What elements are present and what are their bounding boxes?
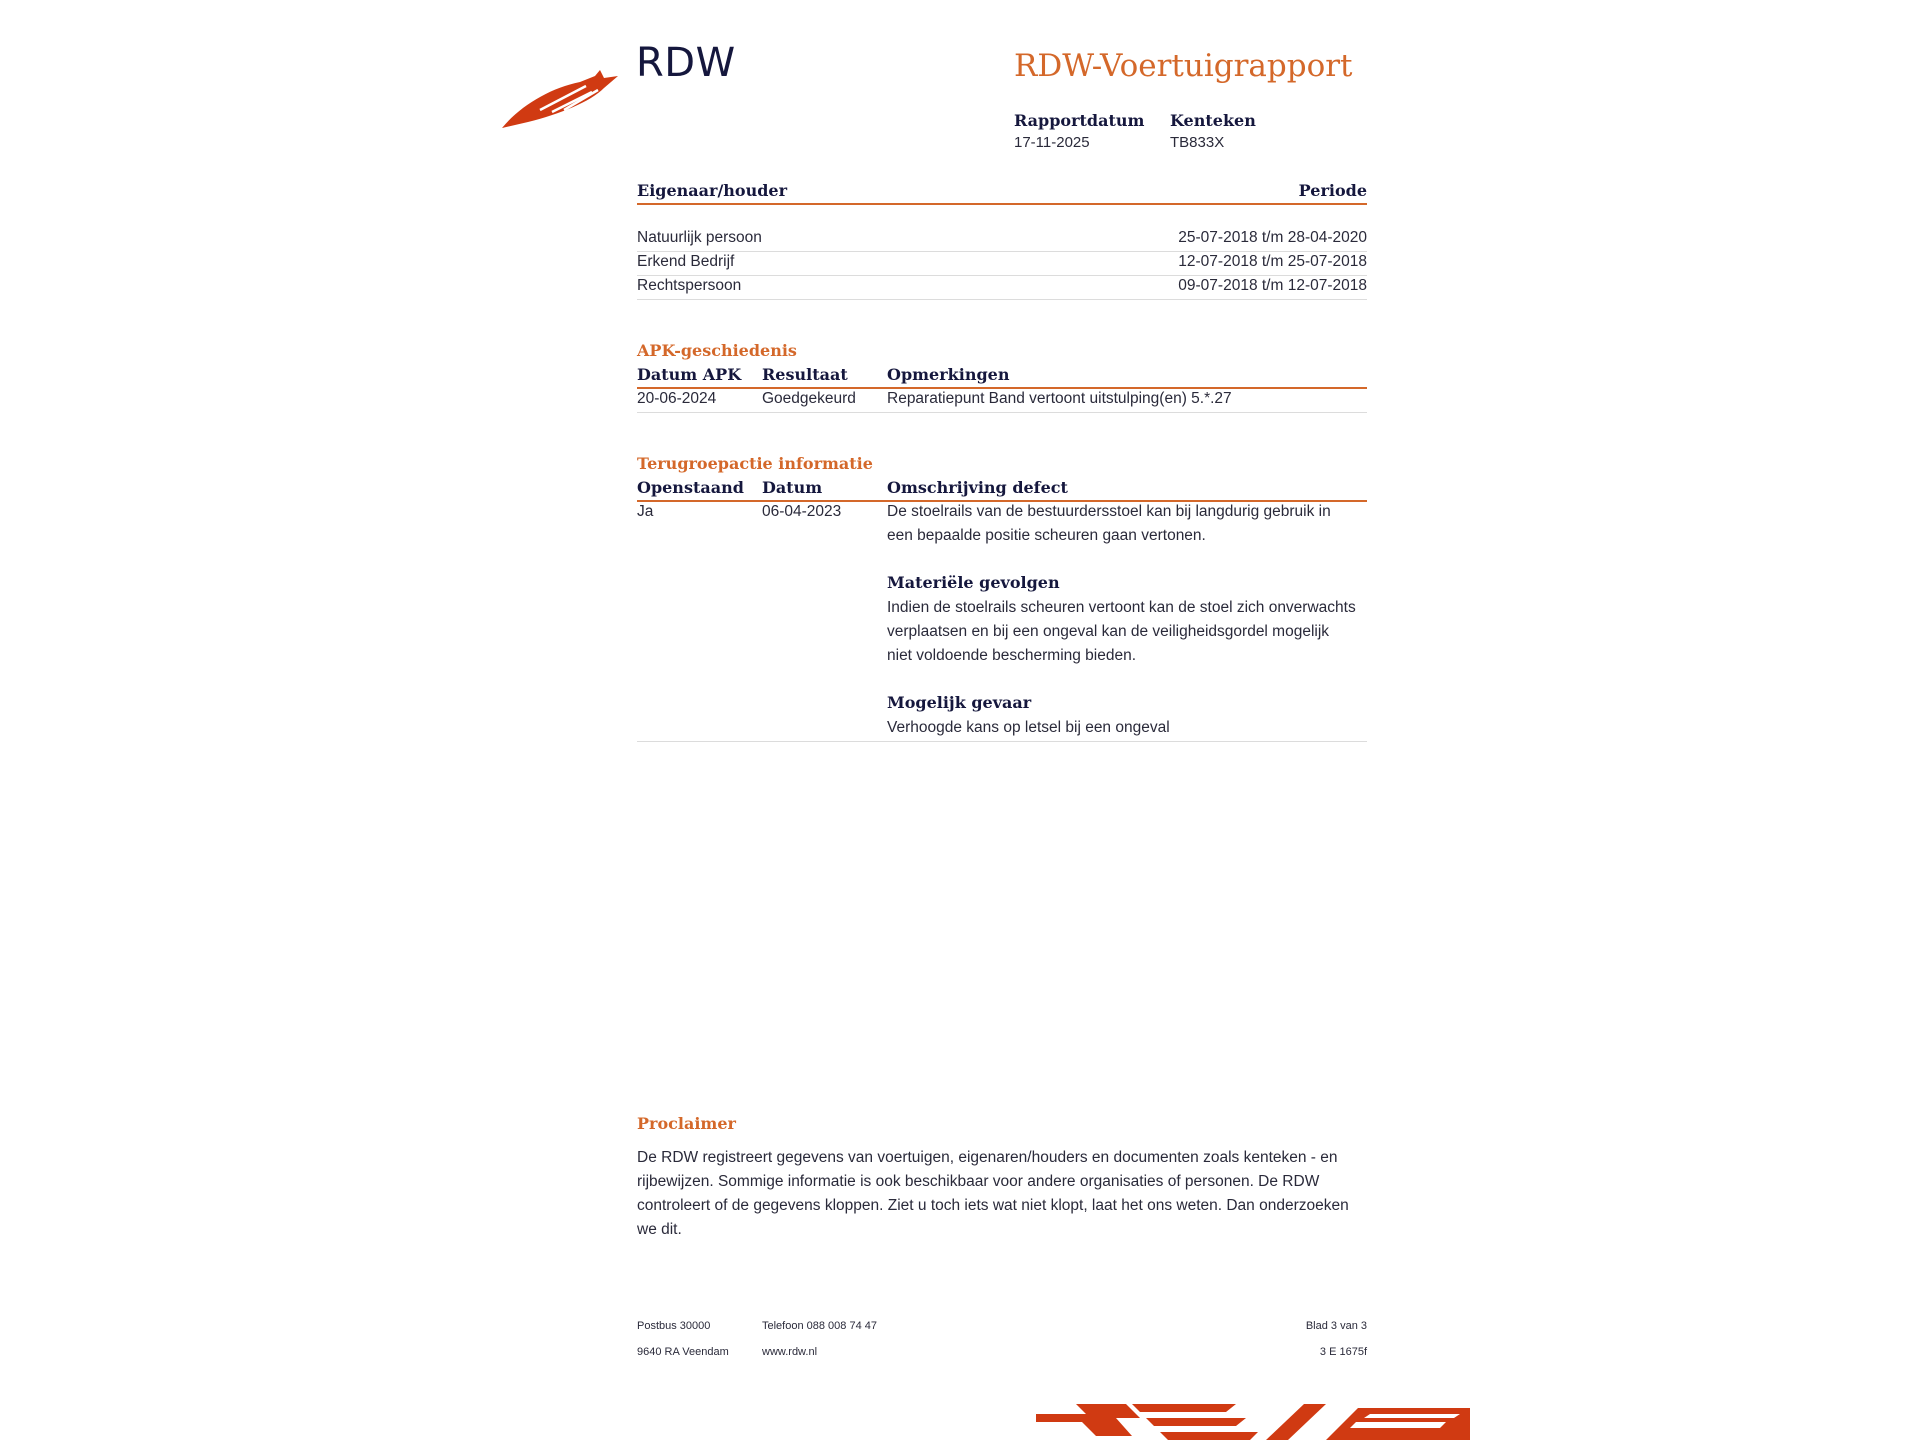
apk-remarks-header: Opmerkingen: [887, 365, 1010, 384]
apk-date: 20-06-2024: [637, 390, 717, 407]
recall-open-header: Openstaand: [637, 478, 744, 497]
owner-type: Erkend Bedrijf: [637, 253, 735, 270]
recall-open: Ja: [637, 503, 654, 520]
plate-label: Kenteken: [1170, 111, 1256, 130]
apk-date-header: Datum APK: [637, 365, 742, 384]
recall-desc-header: Omschrijving defect: [887, 478, 1068, 497]
proclaimer-text: De RDW registreert gegevens van voertuigen, eigenaren/houders en documenten zoals kenteken - en: [637, 1149, 1338, 1166]
plate-value: TB833X: [1170, 134, 1225, 151]
row-divider: [637, 741, 1367, 742]
owner-type: Natuurlijk persoon: [637, 229, 762, 246]
period-column-header: Periode: [1298, 181, 1367, 200]
logo-text: RDW: [636, 40, 736, 86]
proclaimer-text: controleert of de gegevens kloppen. Ziet u toch iets wat niet klopt, laat het ons weten. Dan onderzoeken: [637, 1197, 1349, 1214]
proclaimer-text: we dit.: [637, 1221, 682, 1238]
consequences-text: niet voldoende bescherming bieden.: [887, 647, 1137, 664]
consequences-text: Indien de stoelrails scheuren vertoont kan de stoel zich onverwachts: [887, 599, 1356, 616]
owner-period: 09-07-2018 t/m 12-07-2018: [1178, 277, 1367, 294]
rdw-logo-icon: [500, 66, 620, 130]
apk-section-title: APK-geschiedenis: [637, 341, 797, 360]
report-date-label: Rapportdatum: [1014, 111, 1145, 130]
consequences-text: verplaatsen en bij een ongeval kan de veiligheidsgordel mogelijk: [887, 623, 1330, 640]
owner-type: Rechtspersoon: [637, 277, 742, 294]
danger-text: Verhoogde kans op letsel bij een ongeval: [887, 719, 1170, 736]
row-divider: [637, 412, 1367, 413]
apk-remarks: Reparatiepunt Band vertoont uitstulping(en) 5.*.27: [887, 390, 1232, 407]
owners-header-rule: [637, 203, 1367, 205]
owner-column-header: Eigenaar/houder: [637, 181, 788, 200]
danger-label: Mogelijk gevaar: [887, 693, 1032, 712]
owner-period: 25-07-2018 t/m 28-04-2020: [1178, 229, 1367, 246]
recall-description: een bepaalde positie scheuren gaan vertonen.: [887, 527, 1206, 544]
row-divider: [637, 299, 1367, 300]
footer-city: 9640 RA Veendam: [637, 1346, 729, 1358]
footer-postbus: Postbus 30000: [637, 1320, 711, 1332]
consequences-label: Materiële gevolgen: [887, 573, 1060, 592]
recall-date-header: Datum: [762, 478, 823, 497]
recall-description: De stoelrails van de bestuurdersstoel kan bij langdurig gebruik in: [887, 503, 1331, 520]
report-date-value: 17-11-2025: [1014, 134, 1090, 151]
owner-period: 12-07-2018 t/m 25-07-2018: [1178, 253, 1367, 270]
footer-page-number: Blad 3 van 3: [1305, 1320, 1367, 1332]
apk-result-header: Resultaat: [762, 365, 848, 384]
recall-date: 06-04-2023: [762, 503, 842, 520]
decorative-stripes-icon: [1036, 1400, 1470, 1440]
proclaimer-title: Proclaimer: [637, 1114, 736, 1133]
footer-code: 3 E 1675f: [1319, 1346, 1367, 1358]
report-title: RDW-Voertuigrapport: [1014, 48, 1353, 84]
proclaimer-text: rijbewijzen. Sommige informatie is ook beschikbaar voor andere organisaties of personen. De RDW: [637, 1173, 1320, 1190]
footer-phone: Telefoon 088 008 74 47: [762, 1320, 877, 1332]
apk-result: Goedgekeurd: [762, 390, 856, 407]
recall-section-title: Terugroepactie informatie: [637, 454, 873, 473]
footer-website[interactable]: www.rdw.nl: [762, 1346, 818, 1358]
